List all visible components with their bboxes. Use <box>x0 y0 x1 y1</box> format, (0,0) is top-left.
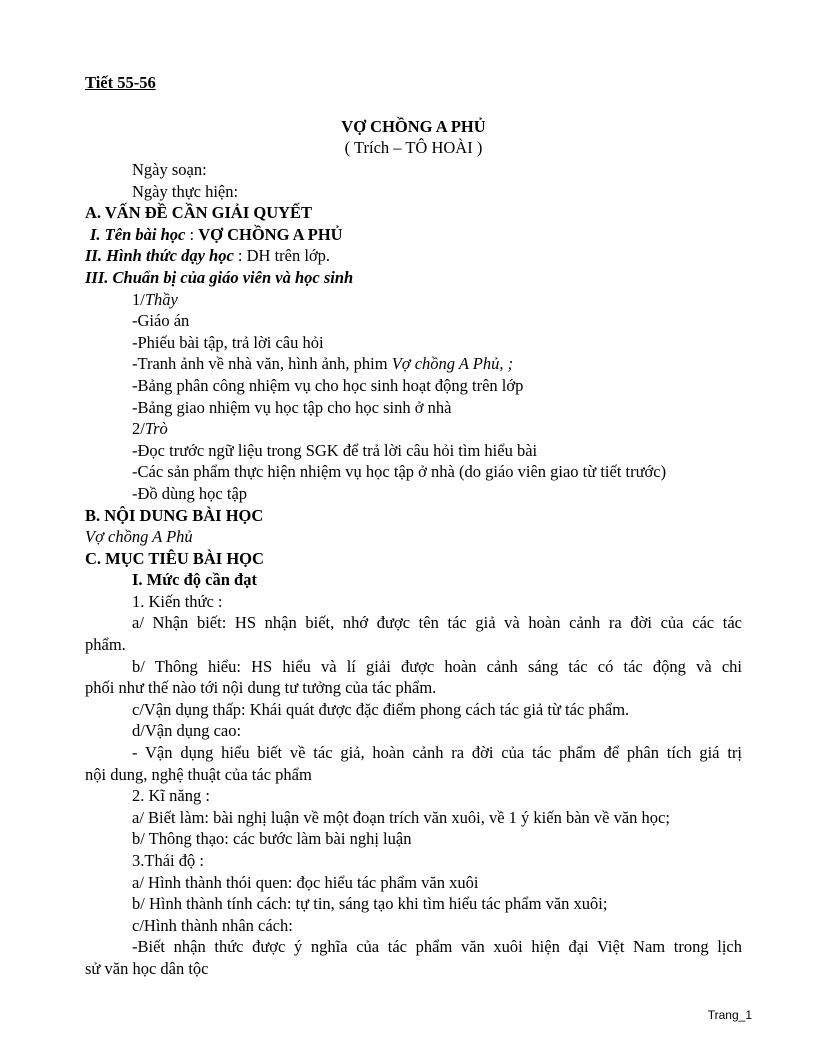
section-b-heading: B. NỘI DUNG BÀI HỌC <box>85 505 264 525</box>
attitude-a: a/ Hình thành thói quen: đọc hiểu tác phẩm văn xuôi <box>132 872 479 892</box>
teacher-item: -Bảng phân công nhiệm vụ cho học sinh hoạt động trên lớp <box>132 375 524 395</box>
page-footer: Trang_1 <box>707 1008 752 1022</box>
prep-date: Ngày soạn: <box>132 160 207 179</box>
attitude-b: b/ Hình thành tính cách: tự tin, sáng tạo khi tìm hiểu tác phẩm văn xuôi; <box>132 894 608 914</box>
knowledge-d-heading: d/Vận dụng cao: <box>132 721 242 741</box>
lesson-number: Tiết 55-56 <box>85 73 156 92</box>
lesson-content: Vợ chồng A Phủ <box>85 527 193 547</box>
teacher-item: -Bảng giao nhiệm vụ học tập cho học sinh ở nhà <box>132 397 452 417</box>
student-item: -Đọc trước ngữ liệu trong SGK để trả lời câu hỏi tìm hiểu bài <box>132 440 538 460</box>
teaching-form-value: : DH trên lớp. <box>233 246 331 266</box>
skill-heading: 2. Kĩ năng : <box>132 786 210 806</box>
document-title: VỢ CHỒNG A PHỦ <box>341 117 486 136</box>
preparation-heading: III. Chuẩn bị của giáo viên và học sinh <box>85 267 354 287</box>
attitude-heading: 3.Thái độ : <box>132 851 204 870</box>
teacher-heading: 1/Thầy <box>132 289 178 309</box>
body-text <box>85 159 742 980</box>
teacher-item: -Giáo án <box>132 311 190 331</box>
knowledge-heading: 1. Kiến thức : <box>132 591 223 611</box>
teacher-item: -Phiếu bài tập, trả lời câu hỏi <box>132 332 324 352</box>
teach-date: Ngày thực hiện: <box>132 181 239 201</box>
lesson-name-line <box>85 224 742 246</box>
document-subtitle: ( Trích – TÔ HOÀI ) <box>344 138 483 157</box>
teaching-form-label: II. Hình thức dạy học <box>85 246 234 266</box>
skill-a: a/ Biết làm: bài nghị luận về một đoạn trích văn xuôi, về 1 ý kiến bàn về văn học; <box>132 807 670 827</box>
section-c-heading: C. MỤC TIÊU BÀI HỌC <box>85 548 264 568</box>
attitude-c-line1: -Biết nhận thức được ý nghĩa của tác phẩm văn xuôi hiện đại Việt Nam trong lịch <box>132 937 742 957</box>
student-item: -Đồ dùng học tập <box>132 483 248 503</box>
teaching-form-line <box>85 245 742 267</box>
section-a-heading: A. VẤN ĐỀ CẦN GIẢI QUYẾT <box>85 203 313 223</box>
attitude-c-heading: c/Hình thành nhân cách: <box>132 915 293 935</box>
lesson-name-label: I. Tên bài học <box>90 224 186 244</box>
attitude-c-line2: sử văn học dân tộc <box>85 958 209 978</box>
knowledge-d-line2: nội dung, nghệ thuật của tác phẩm <box>85 764 312 784</box>
knowledge-b-line1: b/ Thông hiểu: HS hiểu và lí giải được hoàn cảnh sáng tác có tác động và chi <box>132 656 742 676</box>
student-item: -Các sản phẩm thực hiện nhiệm vụ học tập ở nhà (do giáo viên giao từ tiết trước) <box>132 462 667 482</box>
knowledge-d-line1: - Vận dụng hiểu biết về tác giả, hoàn cảnh ra đời của tác phẩm để phân tích giá trị <box>132 743 742 763</box>
knowledge-a-line1: a/ Nhận biết: HS nhận biết, nhớ được tên tác giả và hoàn cảnh ra đời của các tác <box>132 613 742 633</box>
objective-level-heading: I. Mức độ cần đạt <box>132 570 257 590</box>
knowledge-b-line2: phối như thế nào tới nội dung tư tưởng của tác phẩm. <box>85 678 437 698</box>
lesson-name-sep: : <box>185 224 199 244</box>
knowledge-a-line2: phẩm. <box>85 635 126 655</box>
knowledge-c: c/Vận dụng thấp: Khái quát được đặc điểm phong cách tác giả từ tác phẩm. <box>132 699 630 719</box>
lesson-name-value: VỢ CHỒNG A PHỦ <box>198 224 343 244</box>
student-heading: 2/Trò <box>132 419 168 439</box>
skill-b: b/ Thông thạo: các bước làm bài nghị luận <box>132 829 412 849</box>
teacher-item: -Tranh ảnh về nhà văn, hình ảnh, phim Vợ chồng A Phủ, ; <box>132 354 514 374</box>
